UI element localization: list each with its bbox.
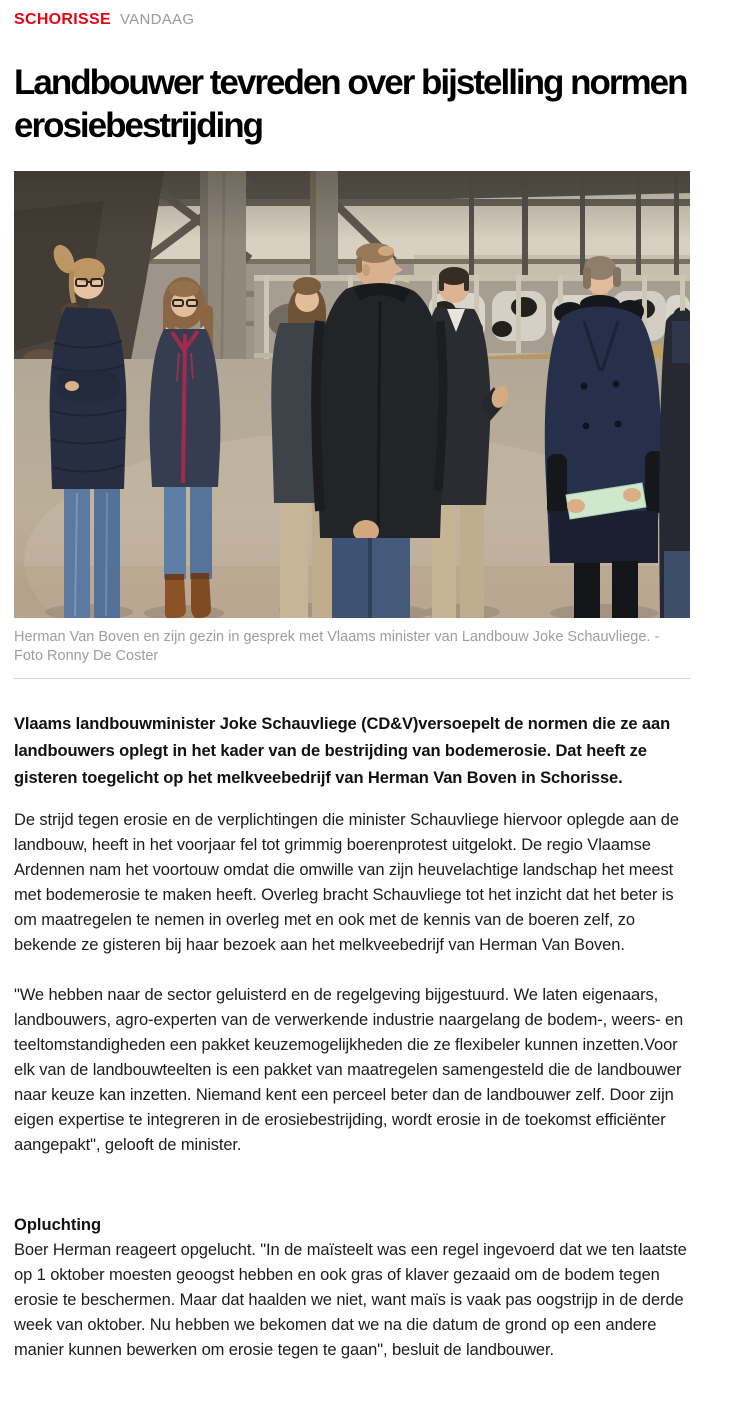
section-subheading: Opluchting [14, 1216, 102, 1234]
article-paragraph: De strijd tegen erosie en de verplichtingen die minister Schauvliege hiervoor oplegde aan de landbouw, heeft in het voorjaar fel tot grimmig boerenprotest uitgelokt. De regio Vlaamse Ardennen nam het voortouw omdat die omwille van zijn heuvelachtige landschap het meest met bodemerosie te maken heeft. Overleg bracht Schauvliege tot het inzicht dat het beter is om maatregelen te nemen in overleg met en ook met de kennis van de boeren zelf, zo bekende ze gisteren bij haar bezoek aan het melkveebedrijf van Herman Van Boven. [14, 811, 679, 954]
page-title: Landbouwer tevreden over bijstelling normen erosiebestrijding [14, 63, 687, 145]
section-link-schorisse[interactable]: SCHORISSE [14, 11, 111, 28]
person-partial-right [659, 310, 690, 618]
article-photo [14, 171, 690, 666]
photo-caption: Herman Van Boven en zijn gezin in gesprek met Vlaams minister van Landbouw Joke Schauvliege. - Foto Ronny De Coster [14, 629, 660, 664]
article-paragraph: "We hebben naar de sector geluisterd en de regelgeving bijgestuurd. We laten eigenaars, landbouwers, agro-experten van de verwerkende industrie naargelang de bodem-, weers- en teeltomstandigheden een pakket keuzemogelijkheden die ze flexibeler kunnen inzetten.Voor elk van de landbouwteelten is een pakket van maatregelen samengesteld die de landbouwer naar keuze kan inzetten. Niemand kent een perceel beter dan de landbouwer zelf. Door zijn eigen expertise te integreren in de erosiebestrijding, wordt erosie in de toekomst efficiënter aangepakt", gelooft de minister. [14, 986, 684, 1154]
kicker-day-label: VANDAAG [119, 11, 195, 28]
article-page [14, 0, 690, 1363]
breadcrumb [14, 10, 690, 29]
divider [14, 678, 690, 679]
photo-vignette [14, 171, 690, 241]
article-intro: Vlaams landbouwminister Joke Schauvliege (CD&V)versoepelt de normen die ze aan landbouwers oplegt in het kader van de bestrijding van bodemerosie. Dat heeft ze gisteren toegelicht op het melkveebedrijf van Herman Van Boven in Schorisse. [14, 715, 671, 787]
article-photo-illustration [14, 171, 690, 618]
article-paragraph: Boer Herman reageert opgelucht. "In de maïsteelt was een regel ingevoerd dat we ten laatste op 1 oktober moesten geoogst hebben en ook gras of klaver gezaaid om de bodem tegen erosie te beschermen. Maar dat haalden we niet, want maïs is vaak pas oogstrijp in de derde week van oktober. Nu hebben we bekomen dat we na die datum de grond op een andere manier kunnen bewerken om erosie tegen te gaan", besluit de landbouwer. [14, 1241, 687, 1359]
